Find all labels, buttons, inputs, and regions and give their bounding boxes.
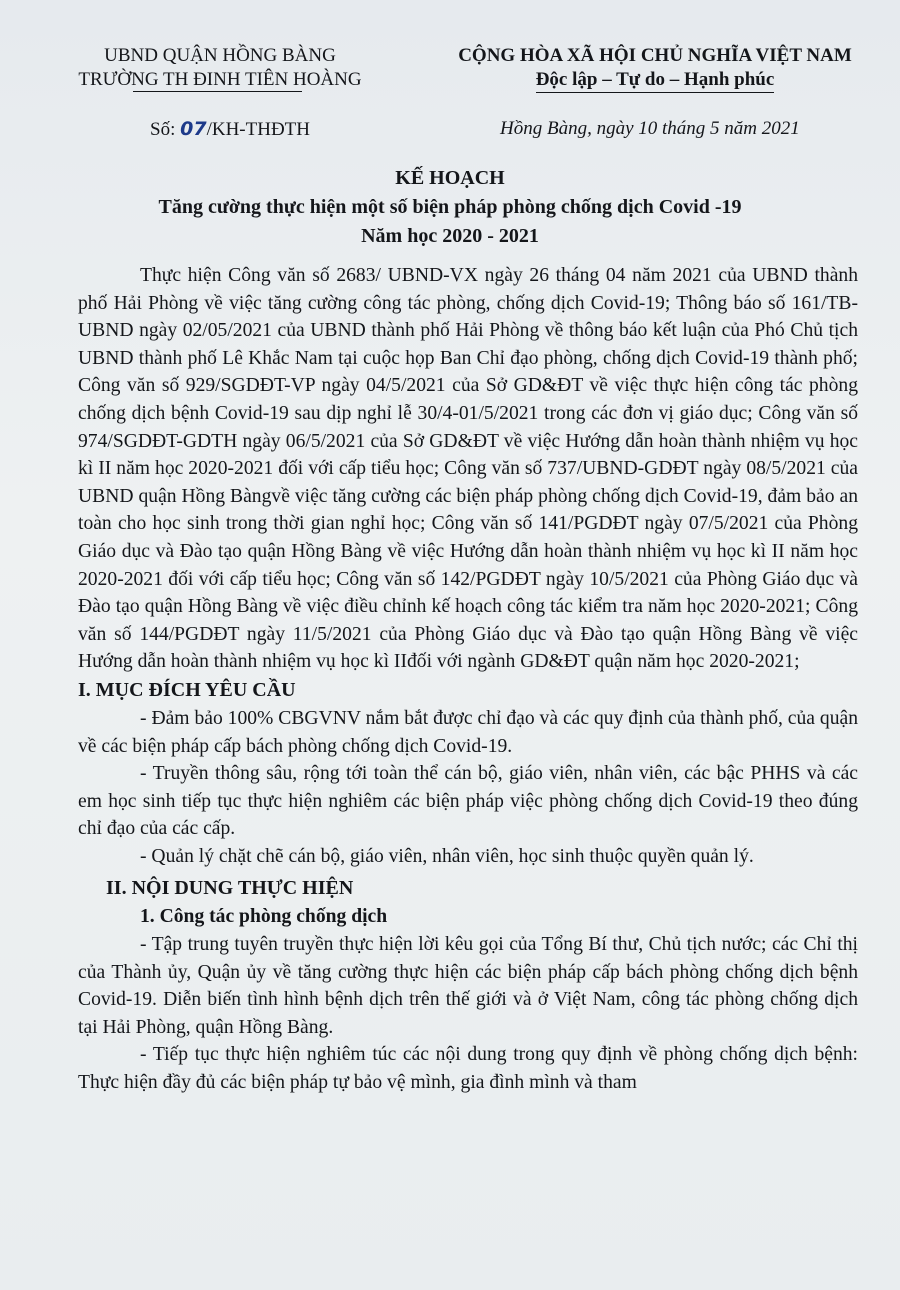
title-line-2: Tăng cường thực hiện một số biện pháp phòng chống dịch Covid -19 <box>158 196 742 218</box>
section-1-item: - Quản lý chặt chẽ cán bộ, giáo viên, nhân viên, học sinh thuộc quyền quản lý. <box>140 845 754 867</box>
org-line-1: UBND QUẬN HỒNG BÀNG <box>104 45 336 66</box>
section-1-item: - Đảm bảo 100% CBGVNV nắm bắt được chỉ đạo và các quy định của thành phố, của quận về các biện pháp cấp bách phòng chống dịch Covid-19. <box>78 707 858 757</box>
document-date: Hồng Bàng, ngày 10 tháng 5 năm 2021 <box>500 118 800 139</box>
section-2-item: - Tiếp tục thực hiện nghiêm túc các nội dung trong quy định về phòng chống dịch bệnh: Thực hiện đầy đủ các biện pháp tự bảo vệ mình, gia đình mình và tham <box>78 1044 858 1094</box>
nation-line-1: CỘNG HÒA XÃ HỘI CHỦ NGHĨA VIỆT NAM <box>458 45 852 66</box>
title-line-3: Năm học 2020 - 2021 <box>361 225 539 247</box>
title-line-1: KẾ HOẠCH <box>395 167 505 189</box>
doc-number-handwritten: 07 <box>180 118 207 140</box>
intro-paragraph: Thực hiện Công văn số 2683/ UBND-VX ngày 26 tháng 04 năm 2021 của UBND thành phố Hải Phòng về việc tăng cường công tác phòng, chống dịch Covid-19; Thông báo số 161/TB-UBND ngày 02/05/2021 của UBND thành phố Hải Phòng về thông báo kết luận của Phó Chủ tịch UBND thành phố Lê Khắc Nam tại cuộc họp Ban Chỉ đạo phòng, chống dịch Covid-19 thành phố; Công văn số 929/SGDĐT-VP ngày 04/5/2021 của Sở GD&ĐT về việc thực hiện công tác phòng chống dịch bệnh Covid-19 sau dịp nghỉ lễ 30/4-01/5/2021 trong các đơn vị giáo dục; Công văn số 974/SGDĐT-GDTH ngày 06/5/2021 của Sở GD&ĐT về việc Hướng dẫn hoàn thành nhiệm vụ học kì II năm học 2020-2021 đối với cấp tiểu học; Công văn số 737/UBND-GDĐT ngày 08/5/2021 của UBND quận Hồng Bàngvề việc tăng cường các biện pháp phòng chống dịch Covid-19, đảm bảo an toàn cho học sinh trong thời gian nghỉ học; Công văn số 141/PGDĐT ngày 07/5/2021 của Phòng Giáo dục và Đào tạo quận Hồng Bàng về việc Hướng dẫn hoàn thành nhiệm vụ học kì II năm học 2020-2021 đối với cấp tiểu học; Công văn số 142/PGDĐT ngày 10/5/2021 của Phòng Giáo dục và Đào tạo quận Hồng Bàng về việc điều chỉnh kế hoạch công tác kiểm tra năm học 2020-2021; Công văn số 144/PGDĐT ngày 11/5/2021 của Phòng Giáo dục và Đào tạo quận Hồng Bàng về việc Hướng dẫn hoàn thành nhiệm vụ học kì IIđối với ngành GD&ĐT quận năm học 2020-2021; <box>78 265 858 673</box>
national-heading <box>420 44 890 93</box>
section-2-heading: II. NỘI DUNG THỰC HIỆN <box>106 877 354 900</box>
document-body <box>78 262 858 1097</box>
doc-number-prefix: Số: <box>150 119 181 140</box>
org-line-2: TRƯỜNG TH ĐINH TIÊN HOÀNG <box>78 69 362 90</box>
doc-number-suffix: /KH-THĐTH <box>206 119 310 140</box>
issuing-organization <box>60 44 380 92</box>
document-title <box>0 164 900 251</box>
document-header <box>0 44 900 104</box>
motto: Độc lập – Tự do – Hạnh phúc <box>536 68 775 93</box>
section-1-heading: I. MỤC ĐÍCH YÊU CẦU <box>78 678 296 701</box>
section-1-item: - Truyền thông sâu, rộng tới toàn thể cán bộ, giáo viên, nhân viên, các bậc PHHS và các em học sinh tiếp tục thực hiện nghiêm các biện pháp việc phòng chống dịch Covid-19 theo đúng chỉ đạo của các cấp. <box>78 763 858 840</box>
section-2-subheading: 1. Công tác phòng chống dịch <box>140 906 388 928</box>
document-number <box>150 118 310 141</box>
section-2-item: - Tập trung tuyên truyền thực hiện lời kêu gọi của Tổng Bí thư, Chủ tịch nước; các Chỉ thị của Thành ủy, Quận ủy về tăng cường thực hiện các biện pháp cấp bách phòng chống dịch bệnh Covid-19. Diễn biến tình hình bệnh dịch trên thế giới và ở Việt Nam, công tác phòng chống dịch tại Hải Phòng, quận Hồng Bàng. <box>78 934 858 1038</box>
